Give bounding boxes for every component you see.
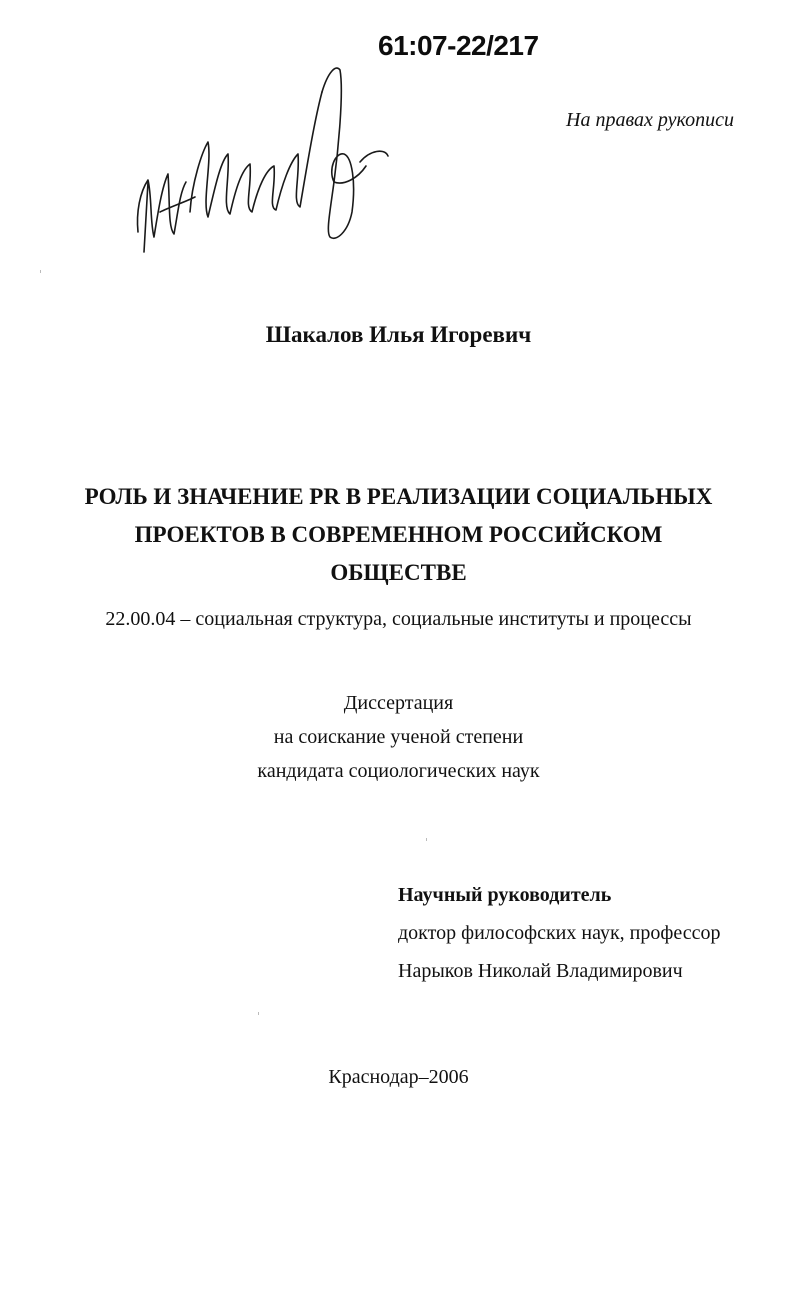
- supervisor-name: Нарыков Николай Владимирович: [398, 960, 683, 982]
- supervisor-rank: доктор философских наук, профессор: [398, 922, 721, 944]
- specialty-code: 22.00.04 – социальная структура, социальные институты и процессы: [105, 608, 692, 630]
- author-name: Шакалов Илья Игоревич: [265, 322, 532, 347]
- dissertation-title: [30, 478, 767, 592]
- degree-statement: [0, 686, 797, 788]
- title-line: РОЛЬ И ЗНАЧЕНИЕ PR В РЕАЛИЗАЦИИ СОЦИАЛЬНЫХ: [84, 484, 713, 509]
- supervisor-heading: Научный руководитель: [398, 884, 612, 906]
- title-line: ОБЩЕСТВЕ: [330, 560, 467, 585]
- degree-line: кандидата социологических наук: [257, 760, 540, 782]
- degree-line: Диссертация: [343, 692, 454, 714]
- degree-line: на соискание ученой степени: [273, 726, 524, 748]
- scan-speck: [40, 270, 41, 273]
- manuscript-rights-note: На правах рукописи: [566, 109, 734, 131]
- archive-code-stamp: 61:07-22/217: [378, 30, 539, 61]
- scan-speck: [258, 1012, 259, 1015]
- scan-speck: [426, 838, 427, 841]
- supervisor-block: [398, 876, 720, 990]
- city-year: Краснодар–2006: [328, 1066, 469, 1088]
- title-line: ПРОЕКТОВ В СОВРЕМЕННОМ РОССИЙСКОМ: [134, 522, 663, 547]
- author-signature: [130, 62, 390, 262]
